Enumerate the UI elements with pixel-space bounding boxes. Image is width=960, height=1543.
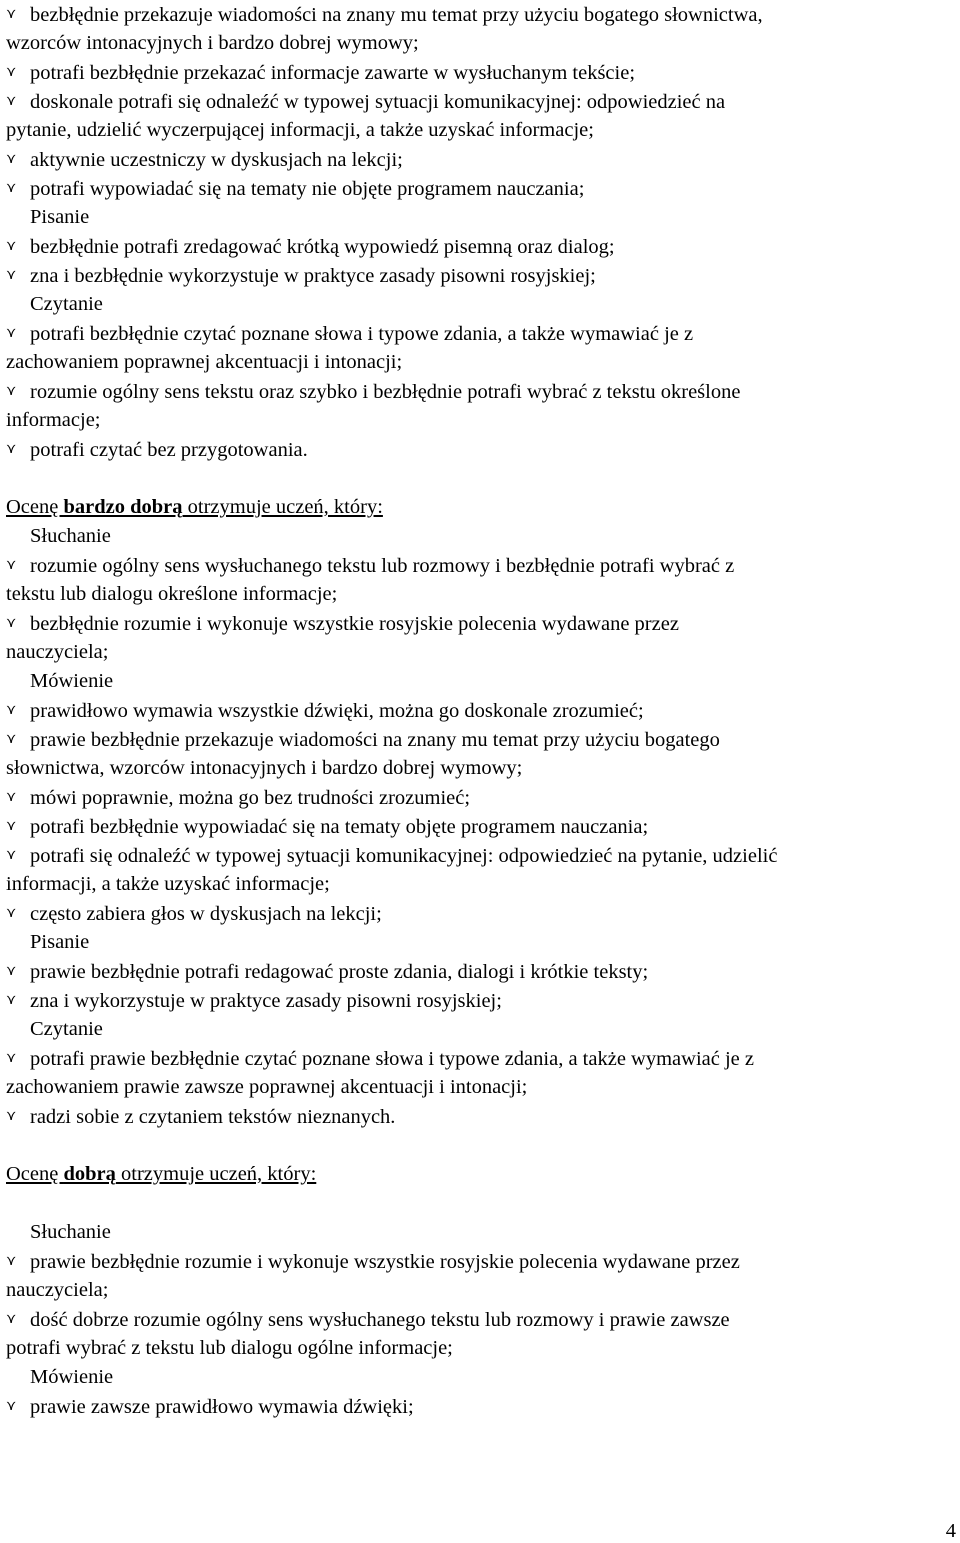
continuation-line: pytanie, udzielić wyczerpującej informacji, a także uzyskać informacje; [6, 119, 594, 141]
bullet-text: potrafi bezbłędnie czytać poznane słowa i typowe zdania, a także wymawiać je z [30, 323, 694, 345]
continuation-line: nauczyciela; [6, 641, 109, 663]
bullet-item [6, 174, 584, 203]
bullet-item [6, 986, 502, 1015]
continuation-line: tekstu lub dialogu określone informacje; [6, 583, 338, 605]
section-subheading: Mówienie [30, 670, 114, 692]
bullet-item [6, 899, 382, 928]
section-subheading: Słuchanie [30, 525, 111, 547]
bullet-marker: ⋎ [6, 557, 17, 573]
bullet-item [6, 261, 596, 290]
grade-heading [6, 493, 383, 522]
bullet-item [6, 58, 635, 87]
bullet-marker: ⋎ [6, 1311, 17, 1327]
grade-name: bardzo dobrą [63, 496, 183, 518]
bullet-item [6, 841, 777, 870]
bullet-item [6, 1392, 414, 1421]
bullet-text: bezbłędnie przekazuje wiadomości na znany mu temat przy użyciu bogatego słownictwa, [30, 4, 763, 26]
bullet-marker: ⋎ [6, 1253, 17, 1269]
bullet-marker: ⋎ [6, 847, 17, 863]
bullet-marker: ⋎ [6, 1050, 17, 1066]
bullet-text: często zabiera głos w dyskusjach na lekcji; [30, 903, 382, 925]
bullet-marker: ⋎ [6, 615, 17, 631]
bullet-marker: ⋎ [6, 818, 17, 834]
bullet-marker: ⋎ [6, 64, 17, 80]
bullet-text: potrafi prawie bezbłędnie czytać poznane słowa i typowe zdania, a także wymawiać je z [30, 1048, 754, 1070]
bullet-item [6, 232, 615, 261]
section-subheading: Czytanie [30, 1018, 103, 1040]
bullet-marker: ⋎ [6, 383, 17, 399]
grade-heading-suffix: otrzymuje uczeń, który: [115, 1163, 317, 1185]
bullet-marker: ⋎ [6, 180, 17, 196]
continuation-line: wzorców intonacyjnych i bardzo dobrej wymowy; [6, 32, 419, 54]
continuation-line: informacji, a także uzyskać informacje; [6, 873, 330, 895]
continuation-line: nauczyciela; [6, 1279, 109, 1301]
bullet-text: doskonale potrafi się odnaleźć w typowej sytuacji komunikacyjnej: odpowiedzieć na [30, 91, 726, 113]
continuation-line: zachowaniem prawie zawsze poprawnej akcentuacji i intonacji; [6, 1076, 528, 1098]
section-subheading: Pisanie [30, 931, 90, 953]
bullet-text: potrafi bezbłędnie przekazać informacje zawarte w wysłuchanym tekście; [30, 62, 636, 84]
grade-heading-prefix: Ocenę [6, 1163, 64, 1185]
bullet-item [6, 1305, 730, 1334]
continuation-line: potrafi wybrać z tekstu lub dialogu ogólne informacje; [6, 1337, 453, 1359]
bullet-item [6, 1044, 754, 1073]
bullet-marker: ⋎ [6, 789, 17, 805]
bullet-text: prawidłowo wymawia wszystkie dźwięki, można go doskonale zrozumieć; [30, 700, 644, 722]
bullet-marker: ⋎ [6, 731, 17, 747]
section-subheading: Mówienie [30, 1366, 114, 1388]
bullet-item [6, 725, 720, 754]
bullet-text: dość dobrze rozumie ogólny sens wysłuchanego tekstu lub rozmowy i prawie zawsze [30, 1309, 730, 1331]
bullet-item [6, 0, 763, 29]
page-number: 4 [945, 1520, 956, 1542]
bullet-item [6, 696, 644, 725]
continuation-line: informacje; [6, 409, 101, 431]
bullet-marker: ⋎ [6, 325, 17, 341]
bullet-marker: ⋎ [6, 1108, 17, 1124]
bullet-text: rozumie ogólny sens wysłuchanego tekstu lub rozmowy i bezbłędnie potrafi wybrać z [30, 555, 735, 577]
section-subheading: Czytanie [30, 293, 103, 315]
bullet-marker: ⋎ [6, 441, 17, 457]
bullet-marker: ⋎ [6, 151, 17, 167]
bullet-marker: ⋎ [6, 93, 17, 109]
bullet-text: prawie bezbłędnie rozumie i wykonuje wszystkie rosyjskie polecenia wydawane przez [30, 1251, 740, 1273]
bullet-marker: ⋎ [6, 905, 17, 921]
bullet-text: zna i bezbłędnie wykorzystuje w praktyce zasady pisowni rosyjskiej; [30, 265, 596, 287]
bullet-text: prawie bezbłędnie przekazuje wiadomości na znany mu temat przy użyciu bogatego [30, 729, 720, 751]
bullet-text: radzi sobie z czytaniem tekstów nieznanych. [30, 1106, 396, 1128]
continuation-line: słownictwa, wzorców intonacyjnych i bardzo dobrej wymowy; [6, 757, 523, 779]
bullet-marker: ⋎ [6, 702, 17, 718]
bullet-marker: ⋎ [6, 238, 17, 254]
bullet-item [6, 957, 648, 986]
bullet-text: bezbłędnie rozumie i wykonuje wszystkie rosyjskie polecenia wydawane przez [30, 613, 679, 635]
bullet-text: zna i wykorzystuje w praktyce zasady pisowni rosyjskiej; [30, 990, 502, 1012]
bullet-text: aktywnie uczestniczy w dyskusjach na lekcji; [30, 149, 403, 171]
bullet-item [6, 319, 693, 348]
bullet-text: prawie bezbłędnie potrafi redagować proste zdania, dialogi i krótkie teksty; [30, 961, 649, 983]
bullet-marker: ⋎ [6, 267, 17, 283]
bullet-item [6, 145, 403, 174]
bullet-item [6, 87, 725, 116]
bullet-item [6, 1102, 395, 1131]
bullet-text: potrafi się odnaleźć w typowej sytuacji komunikacyjnej: odpowiedzieć na pytanie, udzielić [30, 845, 778, 867]
bullet-marker: ⋎ [6, 1398, 17, 1414]
section-subheading: Słuchanie [30, 1221, 111, 1243]
bullet-marker: ⋎ [6, 6, 17, 22]
bullet-item [6, 435, 308, 464]
bullet-item [6, 1247, 740, 1276]
bullet-text: potrafi czytać bez przygotowania. [30, 439, 308, 461]
bullet-marker: ⋎ [6, 992, 17, 1008]
bullet-text: bezbłędnie potrafi zredagować krótką wypowiedź pisemną oraz dialog; [30, 236, 615, 258]
grade-heading-suffix: otrzymuje uczeń, który: [182, 496, 383, 518]
grade-heading-prefix: Ocenę [6, 496, 64, 518]
grade-name: dobrą [63, 1163, 116, 1185]
bullet-text: rozumie ogólny sens tekstu oraz szybko i bezbłędnie potrafi wybrać z tekstu określone [30, 381, 741, 403]
bullet-text: potrafi bezbłędnie wypowiadać się na tematy objęte programem nauczania; [30, 816, 649, 838]
bullet-item [6, 783, 470, 812]
bullet-item [6, 551, 734, 580]
bullet-text: mówi poprawnie, można go bez trudności zrozumieć; [30, 787, 471, 809]
grade-heading [6, 1160, 316, 1189]
bullet-text: potrafi wypowiadać się na tematy nie objęte programem nauczania; [30, 178, 585, 200]
bullet-item [6, 609, 679, 638]
section-subheading: Pisanie [30, 206, 90, 228]
bullet-item [6, 377, 740, 406]
bullet-item [6, 812, 648, 841]
continuation-line: zachowaniem poprawnej akcentuacji i intonacji; [6, 351, 403, 373]
bullet-marker: ⋎ [6, 963, 17, 979]
bullet-text: prawie zawsze prawidłowo wymawia dźwięki; [30, 1396, 414, 1418]
